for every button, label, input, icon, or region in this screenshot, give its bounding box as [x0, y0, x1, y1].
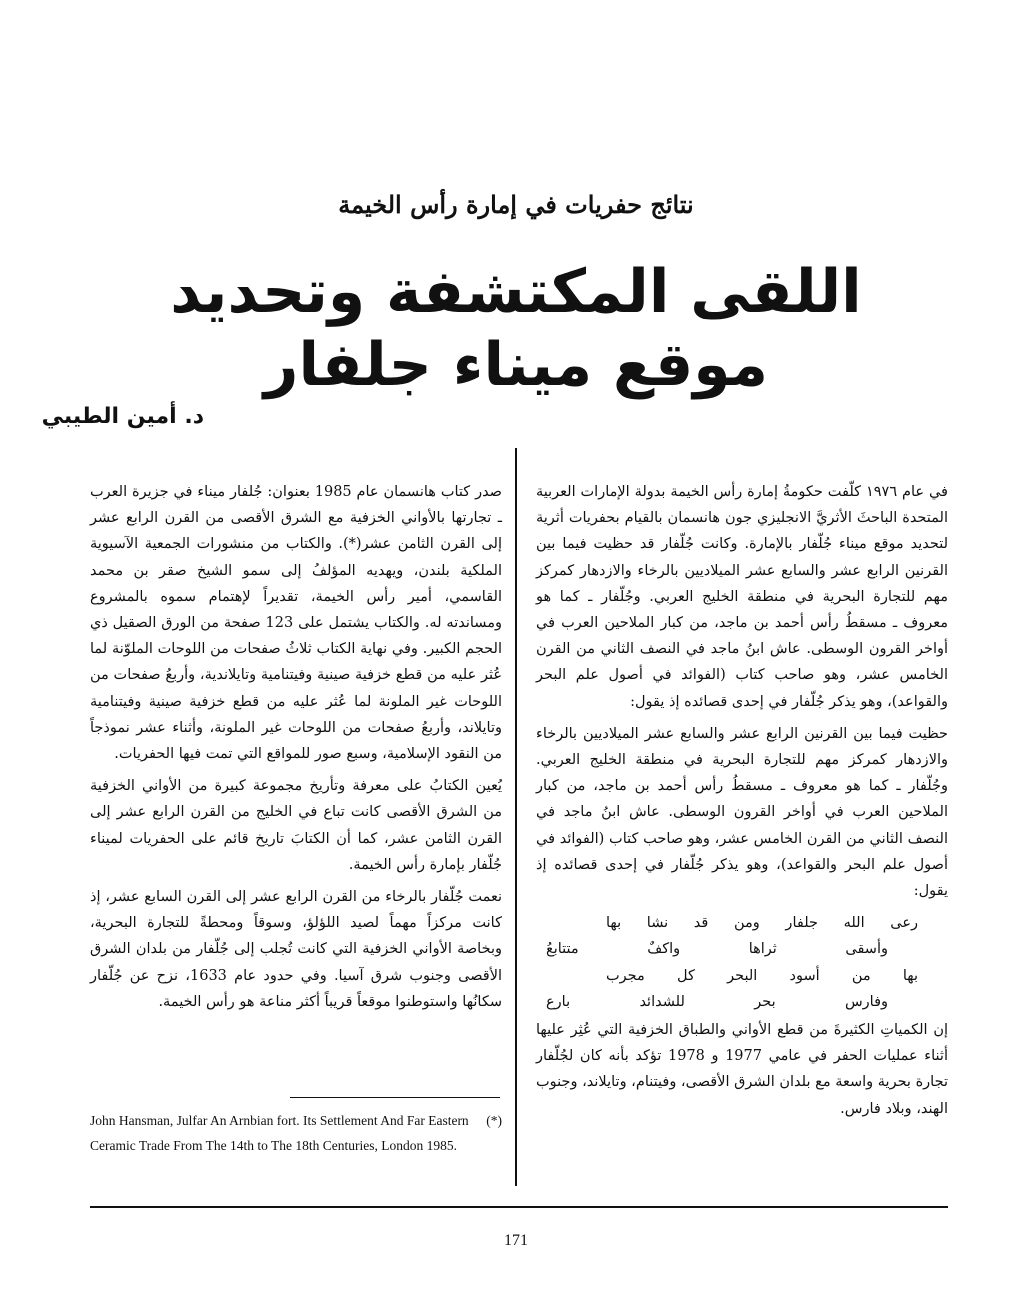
poem-verse-2: وأسقى ثراها واكفٌ متتابعُ — [546, 941, 888, 958]
footnote-marker: (*) — [486, 1113, 502, 1128]
poem-verse-3: بها من أسود البحر كل مجرب — [606, 967, 918, 984]
left-paragraph-3: نعمت جُلّفار بالرخاء من القرن الرابع عشر إلى القرن السابع عشر، إذ كانت مركزاً مهماً لصيد اللؤلؤ، وسوقاً ومحطةً للتجارة البحرية، وبخاصة الأواني الخزفية التي كانت تُجلب إلى جُلّفار من بلدان الشرق الأقصى وجنوب شرق آسيا. وفي حدود عام 1633، نزح عن جُلّفار سكانُها واستوطنوا موقعاً قريباً أكثر مناعة هو رأس الخيمة. — [90, 889, 502, 1010]
column-divider — [515, 448, 517, 1186]
poem — [536, 910, 948, 1015]
left-paragraph-2: يُعين الكتابُ على معرفة وتأريخ مجموعة كبيرة من الأواني الخزفية من الشرق الأقصى كانت تباع في الخليج من القرن الرابع عشر إلى القرن الثامن عشر، كما أن الكتابَ تاريخ قائم على الحفريات لميناء جُلّفار بإمارة رأس الخيمة. — [90, 778, 502, 873]
footnote-rule — [290, 1097, 500, 1098]
poem-verse-1: رعى الله جلفار ومن قد نشا بها — [606, 915, 918, 932]
bottom-rule — [90, 1206, 948, 1208]
right-paragraph-3: إن الكمياتِ الكثيرةَ من قطع الأواني والطباق الخزفية التي عُثِر عليها أثناء عمليات الحفر في عامي 1977 و 1978 تؤكد بأنه كان لجُلّفار تجارة بحرية واسعة مع بلدان الشرق الأقصى، وفيتنام، وتايلاند، وجنوب الهند، وبلاد فارس. — [536, 1022, 948, 1117]
page-number: 171 — [504, 1232, 528, 1249]
left-column — [90, 479, 502, 1021]
right-paragraph-1: في عام ١٩٧٦ كلّفت حكومةُ إمارة رأس الخيمة بدولة الإمارات العربية المتحدة الباحثَ الأثريَّ الانجليزي جون هانسمان بالقيام بحفريات أثرية لتحديد موقع ميناء جُلّفار بالإمارة. وكانت جُلّفار قد حظيت فيما بين القرنين الرابع عشر والسابع عشر الميلاديين بالرخاء والازدهار كمركز مهم للتجارة البحرية في منطقة الخليج العربي. وجُلّفار ـ كما هو معروف ـ مسقطُ رأس أحمد بن ماجد، من كبار الملاحين العرب في أواخر القرون الوسطى. عاش ابنُ ماجد في النصف الثاني من القرن الخامس عشر، وهو صاحب كتاب (الفوائد في أصول علم البحر والقواعد)، وهو يذكر جُلّفار في إحدى قصائده إذ يقول: — [536, 484, 948, 710]
right-column — [536, 479, 948, 1128]
article-kicker: نتائج حفريات في إمارة رأس الخيمة — [338, 190, 694, 219]
right-paragraph-2: حظيت فيما بين القرنين الرابع عشر والسابع عشر الميلاديين بالرخاء والازدهار كمركز مهم للتجارة البحرية في منطقة الخليج العربي. وجُلّفار ـ كما هو معروف ـ مسقطُ رأس أحمد بن ماجد، من كبار الملاحين العرب في أواخر القرون الوسطى. عاش ابنُ ماجد في النصف الثاني من القرن الخامس عشر، وهو صاحب كتاب (الفوائد في أصول علم البحر والقواعد)، وهو يذكر جُلّفار في إحدى قصائده إذ يقول: — [536, 725, 948, 900]
left-paragraph-1: صدر كتاب هانسمان عام 1985 بعنوان: جُلفار ميناء في جزيرة العرب ـ تجارتها بالأواني الخزفية مع الشرق الأقصى من القرن الرابع عشر إلى القرن الثامن عشر(*). والكتاب من منشورات الجمعية الآسيوية الملكية بلندن، ويهديه المؤلفُ إلى سمو الشيخ صقر بن محمد القاسمي، أمير رأس الخيمة، تقديراً لإهتمام سموه بالمشروع ومساندته له. والكتاب يشتمل على 123 صفحة من الورق الصقيل ذي الحجم الكبير. وفي نهاية الكتاب ثلاثُ صفحات من اللوحات الملوّنة لما عُثر عليه من قطع خزفية صينية وفيتنامية وتايلاندية، وأربعُ صفحات من اللوحات غير الملونة لما عُثر عليه من قطع خزفية صينية وفيتنامية وتايلاند، وأربعُ صفحات من اللوحات غير الملونة، وأثناء عشر نموذجاً من النقود الإسلامية، وسبع صور للمواقع التي تمت فيها الحفريات. — [90, 484, 503, 763]
article-author: د. أمين الطيبي — [41, 404, 204, 429]
footnote — [90, 1108, 502, 1158]
article-title-line-1: اللقى المكتشفة وتحديد — [170, 257, 862, 327]
poem-verse-4: وفارس بحر للشدائد بارع — [546, 993, 888, 1010]
footnote-text: John Hansman, Julfar An Arnbian fort. Its Settlement And Far Eastern Ceramic Trade From The 14th to The 18th Centuries, London 1985. — [90, 1113, 469, 1153]
article-title-line-2: موقع ميناء جلفار — [263, 330, 769, 400]
